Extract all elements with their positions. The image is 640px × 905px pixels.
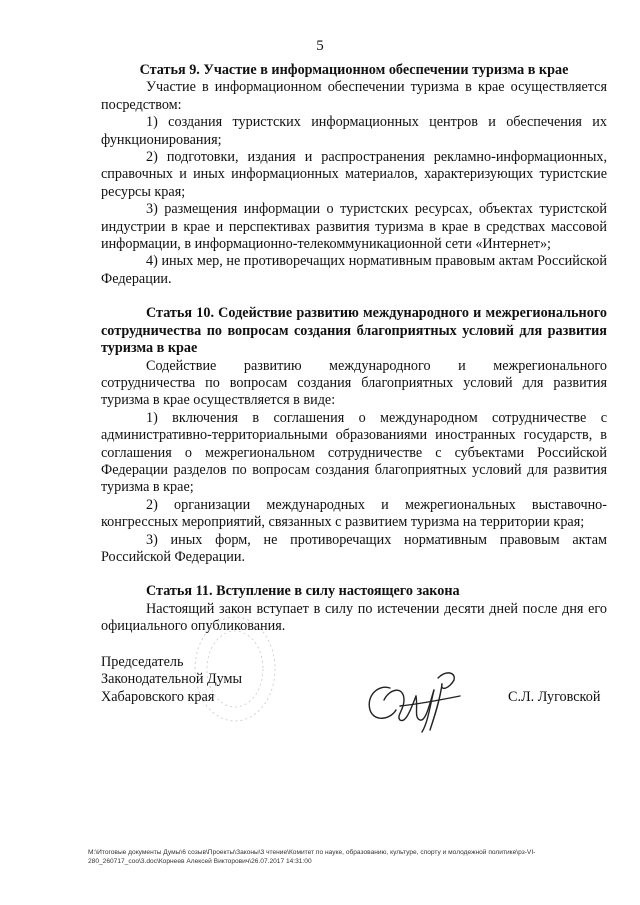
signatory-title-line: Хабаровского края [101,688,215,705]
article-10 [101,305,607,566]
list-item: 4) иных мер, не противоречащих нормативным правовым актам Российской Федерации. [101,253,607,287]
list-item: 1) включения в соглашения о международном сотрудничестве с административно-территориальными образованиями иностранных государств, в соглашения о межрегиональном сотрудничестве с субъектами Российской Федерации разделов по вопросам создания благоприятных условий для развития туризма в крае; [101,409,607,496]
signatory-title-line: Законодательной Думы [101,671,243,688]
paragraph: Настоящий закон вступает в силу по истечении десяти дней после дня его официального опубликования. [101,600,607,635]
article-11-heading: Статья 11. Вступление в силу настоящего закона [146,583,460,600]
page-number: 5 [316,38,324,54]
list-item: 2) организации международных и межрегиональных выставочно-конгрессных мероприятий, связанных с развитием туризма на территории края; [101,496,607,531]
article-9 [101,62,607,288]
list-item: 2) подготовки, издания и распространения рекламно-информационных, справочных и иных информационных материалов, характеризующих туристские ресурсы края; [101,149,607,200]
file-path-footer: M:\Итоговые документы Думы\6 созыв\Проекты\Законы\3 чтение\Комитет по науке, образованию, культуре, спорту и молодежной политике\рз-VI-280_260717_соо\3.doc\Корнеев Алексей Викторович\26.07.2017 14:31:00 [88,849,536,865]
article-11 [101,583,607,635]
signatory-title-line: Председатель [101,654,184,670]
article-10-heading: Статья 10. Содействие развитию международного и межрегионального сотрудничества по вопросам создания благоприятных условий для развития туризма в крае [101,305,607,357]
list-item: 3) размещения информации о туристских ресурсах, объектах туристской индустрии в крае и перспективах развития туризма в крае в средствах массовой информации, в информационно-телекоммуникационной сети «Интернет»; [101,201,607,253]
paragraph: Содействие развитию международного и межрегионального сотрудничества по вопросам создания благоприятных условий для развития туризма в крае осуществляется в виде: [101,357,607,409]
list-item: 1) создания туристских информационных центров и обеспечения их функционирования; [101,114,607,148]
list-item: 3) иных форм, не противоречащих нормативным правовым актам Российской Федерации. [101,531,607,565]
document-body [101,62,607,636]
signatory-title [101,654,242,706]
handwritten-signature [360,666,470,736]
paragraph: Участие в информационном обеспечении туризма в крае осуществляется посредством: [101,79,607,113]
signatory-name: С.Л. Луговской [508,689,601,705]
article-9-heading: Статья 9. Участие в информационном обеспечении туризма в крае [139,62,569,78]
